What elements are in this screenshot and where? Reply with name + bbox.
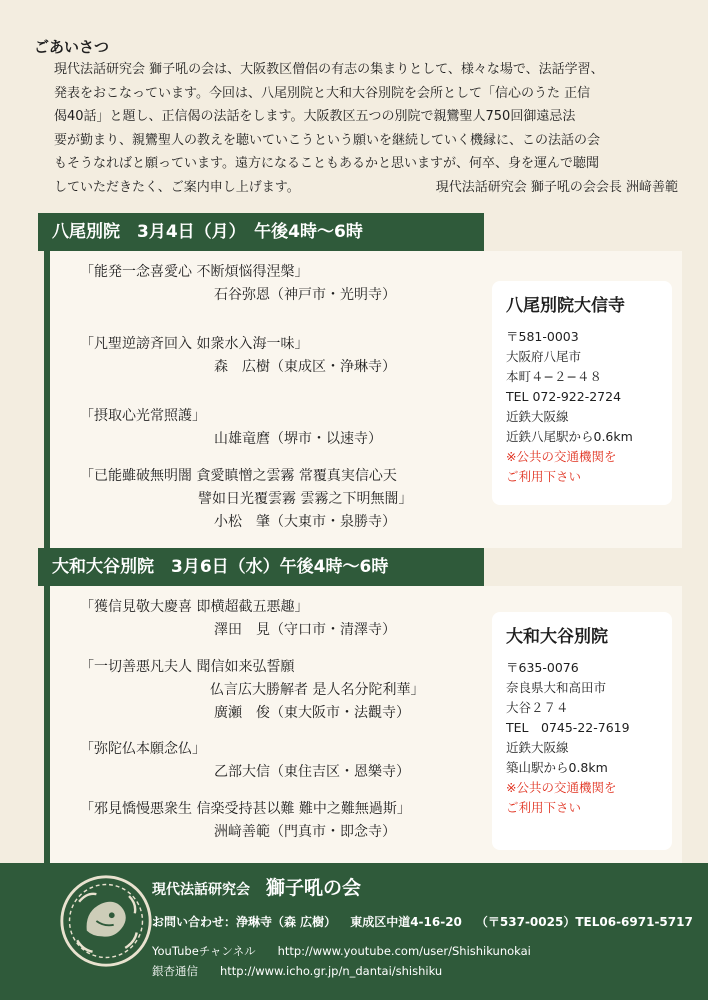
- venue-postal: 〒635-0076: [506, 660, 579, 675]
- venue-note: ※公共の交通機関を: [506, 780, 617, 795]
- youtube-link[interactable]: http://www.youtube.com/user/Shishikunokai: [277, 944, 531, 958]
- icho-label: 銀杏通信: [152, 964, 198, 978]
- greeting-line: 要が勤まり、親鸞聖人の教えを聴いていこうという願いを継続していく機縁に、この法話の会: [54, 132, 601, 148]
- contact-tel: （〒537-0025）TEL06-6971-5717: [475, 915, 693, 929]
- session-header: 八尾別院 3月4日（月） 午後4時〜6時: [38, 213, 484, 251]
- session-yao: [38, 213, 682, 548]
- talk-title: 「獲信見敬大慶喜 即横超截五悪趣」: [80, 599, 309, 615]
- talk-item: [80, 656, 424, 725]
- venue-address: 大阪府八尾市: [506, 349, 582, 364]
- icho-line: [152, 963, 442, 979]
- talk-speaker: 廣瀬 俊（東大阪市・法觀寺）: [214, 705, 410, 721]
- talk-title: 「弥陀仏本願念仏」: [80, 741, 206, 757]
- session-yamato: [38, 548, 682, 863]
- greeting-line: していただきたく、ご案内申し上げます。: [54, 179, 300, 195]
- talk-item: [80, 798, 411, 844]
- talk-title: 「摂取心光常照護」: [80, 408, 206, 424]
- icho-link[interactable]: http://www.icho.gr.jp/n_dantai/shishiku: [220, 964, 443, 978]
- contact-address: 東成区中道4-16-20: [350, 915, 462, 929]
- lion-emblem-icon: [58, 873, 154, 969]
- talk-title: 「一切善悪凡夫人 聞信如来弘誓願: [80, 659, 295, 675]
- venue-name: 八尾別院大信寺: [506, 296, 625, 316]
- talk-title: 「能発一念喜愛心 不断煩悩得涅槃」: [80, 264, 309, 280]
- talk-title: 仏言広大勝解者 是人名分陀利華」: [210, 682, 425, 698]
- talk-speaker: 山雄竜麿（堺市・以速寺）: [214, 431, 382, 447]
- greeting-line: もそうなればと願っています。遠方になることもあるかと思いますが、何卒、身を運んで聴聞: [54, 156, 599, 171]
- talk-title: 「凡聖逆謗斉回入 如衆水入海一味」: [80, 336, 309, 352]
- youtube-label: YouTubeチャンネル: [152, 944, 256, 958]
- venue-note: ご利用下さい: [506, 469, 582, 484]
- greeting-signature: 現代法話研究会 獅子吼の会会長 洲﨑善範: [435, 179, 678, 195]
- talk-speaker: 乙部大信（東住吉区・恩樂寺）: [214, 764, 410, 780]
- greeting-line: 発表をおこなっています。今回は、八尾別院と大和大谷別院を会所として「信心のうた 正信: [54, 85, 591, 101]
- talk-title: 「邪見憍慢悪衆生 信楽受持甚以難 難中之難無過斯」: [80, 801, 411, 817]
- org-prefix: 現代法話研究会: [152, 882, 250, 898]
- venue-name: 大和大谷別院: [506, 627, 608, 647]
- talk-item: [80, 465, 412, 534]
- venue-access: 近鉄大阪線: [506, 409, 569, 424]
- session-header: 大和大谷別院 3月6日（水）午後4時〜6時: [38, 548, 484, 586]
- talk-item: [80, 738, 410, 784]
- talk-speaker: 石谷弥恩（神戸市・光明寺）: [214, 287, 396, 303]
- talk-speaker: 洲﨑善範（門真市・即念寺）: [214, 824, 396, 840]
- venue-access: 近鉄大阪線: [506, 740, 569, 755]
- talk-title: 「已能雖破無明闇 貪愛瞋憎之雲霧 常覆真実信心天: [80, 468, 397, 484]
- venue-tel: TEL 0745-22-7619: [506, 720, 630, 735]
- venue-access: 近鉄八尾駅から0.6km: [506, 429, 633, 444]
- greeting-line: 偈40話」と題し、正信偈の法話をします。大阪教区五つの別院で親鸞聖人750回御遠忌法: [54, 109, 576, 124]
- greeting-line: 現代法話研究会 獅子吼の会は、大阪教区僧侶の有志の集まりとして、様々な場で、法話学習、: [54, 62, 604, 77]
- talk-title: 譬如日光覆雲霧 雲霧之下明無闇」: [198, 491, 413, 507]
- contact-info: [152, 913, 693, 930]
- talk-item: [80, 333, 396, 379]
- contact-label: お問い合わせ：浄琳寺（森 広樹）: [152, 915, 337, 929]
- org-name: 獅子吼の会: [266, 877, 362, 899]
- venue-postal: 〒581-0003: [506, 329, 579, 344]
- talk-speaker: 森 広樹（東成区・浄琳寺）: [214, 359, 396, 375]
- greeting-body: [54, 58, 684, 199]
- venue-card: [492, 612, 672, 850]
- talk-speaker: 澤田 見（守口市・清澤寺）: [214, 622, 396, 638]
- venue-address: 奈良県大和高田市: [506, 680, 607, 695]
- talk-item: [80, 405, 382, 451]
- venue-note: ※公共の交通機関を: [506, 449, 617, 464]
- footer: [0, 863, 708, 1000]
- venue-address: 本町４−２−４８: [506, 369, 602, 384]
- greeting-title: ごあいさつ: [34, 38, 110, 56]
- talk-item: [80, 261, 396, 307]
- talk-speaker: 小松 肇（大東市・泉勝寺）: [214, 514, 396, 530]
- youtube-line: [152, 943, 531, 959]
- venue-address: 大谷２７４: [506, 700, 569, 715]
- venue-tel: TEL 072-922-2724: [506, 389, 622, 404]
- venue-note: ご利用下さい: [506, 800, 582, 815]
- talk-item: [80, 596, 396, 642]
- org-title: [152, 873, 361, 900]
- venue-card: [492, 281, 672, 505]
- venue-access: 築山駅から0.8km: [506, 760, 608, 775]
